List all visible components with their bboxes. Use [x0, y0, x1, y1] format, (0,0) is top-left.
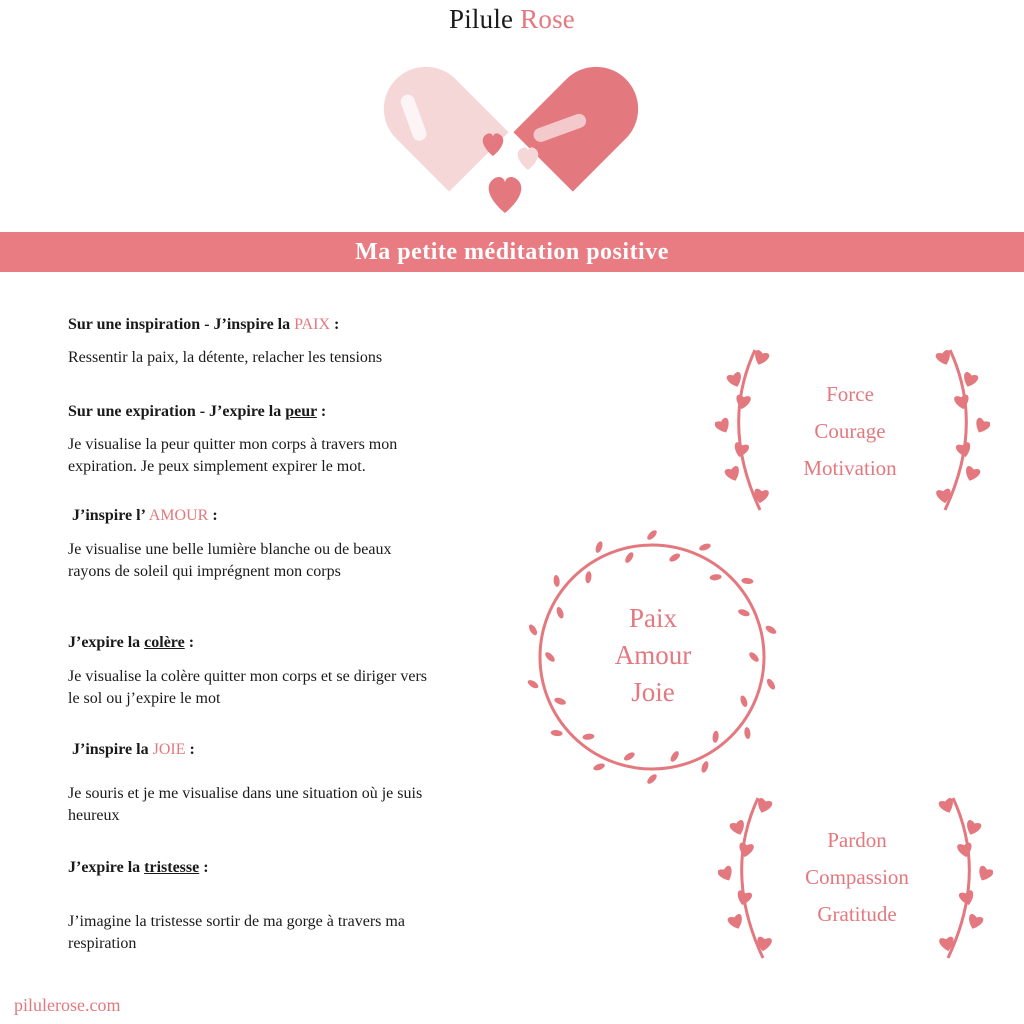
step-text: Ressentir la paix, la détente, relacher les tensions: [68, 349, 383, 366]
wreath-word: Gratitude: [817, 902, 897, 926]
heading-suffix: :: [316, 403, 327, 420]
step-text-line: heureux: [68, 807, 120, 824]
laurel-branch-right-icon: [935, 349, 990, 510]
wreath-word: Joie: [631, 677, 675, 707]
pink-pill-icon: [513, 49, 655, 191]
step-heading: [68, 634, 194, 652]
step-text-line: J’imagine la tristesse sortir de ma gorge à travers ma: [68, 913, 405, 930]
laurel-branch-left-icon: [718, 797, 773, 958]
step-text-line: le sol ou j’expire le mot: [68, 690, 221, 707]
light-pill-icon: [366, 49, 508, 191]
logo-title: [0, 4, 1024, 35]
step-heading: [68, 859, 209, 877]
wreath-word: Paix: [628, 603, 677, 633]
heading-text: J’expire la: [68, 634, 145, 651]
heading-keyword: peur: [285, 403, 317, 420]
heading-text: J’expire la: [68, 859, 145, 876]
wreath-word: Compassion: [805, 865, 909, 889]
heading-keyword: AMOUR: [148, 507, 209, 524]
heading-keyword: JOIE: [152, 741, 186, 758]
step-text-line: expiration. Je peux simplement expirer le mot.: [68, 458, 366, 475]
footer-url[interactable]: pilulerose.com: [14, 995, 121, 1015]
laurel-branch-right-icon: [938, 797, 993, 958]
wreath-word: Force: [826, 382, 874, 406]
step-heading: [68, 403, 326, 421]
title-banner: [0, 232, 1024, 272]
step-heading: [68, 316, 339, 334]
step-text-line: Je souris et je me visualise dans une situation où je suis: [68, 785, 423, 802]
heading-keyword: colère: [144, 634, 185, 651]
heading-suffix: :: [208, 507, 218, 524]
heading-text: Sur une inspiration - J’inspire la: [68, 316, 295, 333]
laurel-branch-left-icon: [715, 349, 770, 510]
heading-suffix: :: [184, 634, 195, 651]
step-text: [68, 911, 478, 955]
wreath-word: Amour: [614, 640, 692, 670]
step-text-line: rayons de soleil qui imprégnent mon corps: [68, 563, 341, 580]
step-heading: [72, 741, 195, 759]
step-text-line: respiration: [68, 935, 137, 952]
wreath-word: Courage: [814, 419, 886, 443]
wreath-bottom-words: [782, 822, 932, 933]
step-text: [68, 539, 478, 583]
heading-suffix: :: [330, 316, 340, 333]
heading-keyword: tristesse: [144, 859, 200, 876]
step-text-line: Je visualise la colère quitter mon corps et se diriger vers: [68, 668, 427, 685]
step-text: [68, 666, 478, 710]
step-text: [68, 434, 478, 478]
heading-text: Sur une expiration - J’expire la: [68, 403, 286, 420]
step-text-line: Je visualise la peur quitter mon corps à travers mon: [68, 436, 398, 453]
heading-suffix: :: [199, 859, 209, 876]
step-text-line: Je visualise une belle lumière blanche ou de beaux: [68, 541, 392, 558]
wreath-word: Motivation: [803, 456, 897, 480]
pill-hearts-logo: [360, 38, 660, 218]
wreath-word: Pardon: [827, 828, 887, 852]
heading-suffix: :: [185, 741, 195, 758]
wreath-circle-words: [577, 600, 729, 711]
small-heart-icon: [489, 177, 522, 213]
logo-word-2: Rose: [520, 4, 575, 34]
logo-word-1: Pilule: [449, 4, 514, 34]
heading-keyword: PAIX: [294, 316, 330, 333]
heading-text: J’inspire l’: [72, 507, 149, 524]
small-heart-icon: [518, 147, 539, 170]
step-heading: [72, 507, 218, 525]
banner-title: Ma petite méditation positive: [355, 239, 669, 265]
step-text: [68, 783, 478, 827]
heading-text: J’inspire la: [72, 741, 153, 758]
wreath-top-words: [775, 376, 925, 487]
